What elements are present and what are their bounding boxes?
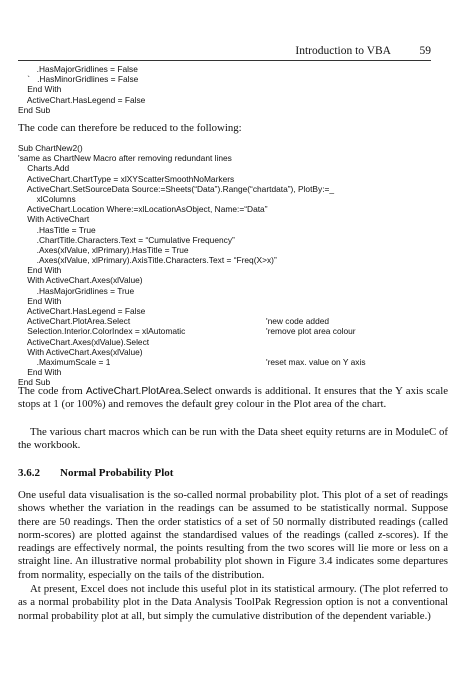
running-header-title: Introduction to VBA	[295, 45, 391, 57]
code-text: .MaximumScale = 1	[18, 356, 111, 367]
paragraph-text: onwards is additional. It ensures that the Y axis scale stops at 1 (or 100%) and removes the default grey colour in the Plot area of the chart.	[18, 385, 448, 411]
code-line	[18, 255, 438, 265]
paragraph-chart-macros	[18, 426, 448, 453]
code-line	[18, 347, 438, 357]
code-line	[18, 357, 438, 367]
code-line	[18, 296, 438, 306]
code-text: .Axes(xlValue, xlPrimary).AxisTitle.Characters.Text = “Freq(X>x)”	[18, 255, 277, 266]
code-text: With ActiveChart.Axes(xlValue)	[18, 346, 143, 357]
code-text: Selection.Interior.ColorIndex = xlAutomatic	[18, 326, 186, 337]
code-text: .HasMajorGridlines = False	[18, 64, 138, 74]
code-line	[18, 306, 438, 316]
code-comment: 'reset max. value on Y axis	[266, 356, 366, 367]
paragraph-text: The various chart macros which can be run with the Data sheet equity returns are in ModuleC of the workbook.	[18, 426, 448, 452]
code-line	[18, 265, 438, 275]
code-text: End Sub	[18, 104, 51, 115]
paragraph-additional-code	[18, 385, 448, 412]
code-text: End With	[18, 84, 62, 95]
code-text: 'same as ChartNew Macro after removing redundant lines	[18, 153, 232, 164]
code-line	[18, 235, 438, 245]
section-heading	[18, 467, 173, 479]
code-line	[18, 337, 438, 347]
code-line	[18, 214, 438, 224]
code-line	[18, 275, 438, 285]
code-text: .Axes(xlValue, xlPrimary).HasTitle = True	[18, 244, 189, 255]
code-text: ActiveChart.HasLegend = False	[18, 306, 146, 316]
code-line	[18, 194, 438, 204]
code-text: ActiveChart.PlotArea.Select	[18, 316, 131, 327]
code-line	[18, 84, 438, 94]
code-text: ` .HasMinorGridlines = False	[18, 74, 139, 85]
code-line	[18, 95, 438, 105]
code-text: .ChartTitle.Characters.Text = “Cumulative Frequency”	[18, 234, 235, 245]
code-line	[18, 143, 438, 153]
code-text: ActiveChart.Location Where:=xlLocationAsObject, Name:=“Data”	[18, 204, 268, 215]
running-header	[18, 45, 431, 61]
code-line	[18, 326, 438, 336]
code-line	[18, 245, 438, 255]
code-comment: 'new code added	[266, 316, 330, 327]
paragraph-text: The code from	[18, 385, 86, 397]
code-line	[18, 74, 438, 84]
code-text: Sub ChartNew2()	[18, 143, 83, 153]
code-line	[18, 184, 438, 194]
code-line	[18, 153, 438, 163]
code-text: With ActiveChart	[18, 214, 90, 225]
paragraph-text: At present, Excel does not include this useful plot in its statistical armoury. (The plot referred to as a normal probability plot in the Data Analysis ToolPak Regression option is not a conventional normal probability plot at all, but simply the cumulative distribution of the dependent variable.)	[18, 583, 448, 622]
code-line	[18, 204, 438, 214]
code-line	[18, 174, 438, 184]
paragraph-reduced-intro: The code can therefore be reduced to the following:	[18, 122, 242, 134]
code-line	[18, 367, 438, 377]
paragraph-normal-plot	[18, 489, 448, 582]
paragraph-text: One useful data visualisation is the so-called normal probability plot. This plot of a set of readings shows whether the variation in the readings can be assumed to be statistically normal. Suppose there are 50 readings. Then the order statistics of a set of 50 normally distributed readings (called norm-scores) are plotted against the standardised values of the readings (called	[18, 489, 448, 541]
code-line	[18, 225, 438, 235]
code-line	[18, 163, 438, 173]
section-number: 3.6.2	[18, 467, 40, 479]
code-listing-1	[18, 64, 438, 115]
inline-code: ActiveChart.PlotArea.Select	[85, 386, 212, 397]
paragraph-text: -scores). If the readings are effectively normal, the points resulting from the two scores will lie more or less on a straight line. An illustrative normal probability plot shown in Figure 3.4 indicates some departures from normality, especially on the tails of the distribution.	[18, 528, 449, 581]
code-text: End With	[18, 367, 62, 378]
code-text: With ActiveChart.Axes(xlValue)	[18, 275, 143, 286]
page-number: 59	[419, 45, 431, 57]
code-text: End Sub	[18, 377, 51, 388]
code-text: End With	[18, 295, 62, 306]
code-text: xlColumns	[18, 193, 76, 204]
code-text: ActiveChart.Axes(xlValue).Select	[18, 336, 150, 347]
code-text: ActiveChart.SetSourceData Source:=Sheets(“Data”).Range(“chartdata”), PlotBy:=_	[18, 183, 335, 194]
code-text: End With	[18, 265, 62, 276]
paragraph-excel-note	[18, 583, 448, 623]
code-listing-2	[18, 143, 438, 388]
code-text: .HasTitle = True	[18, 224, 96, 235]
italic-text: z	[378, 528, 383, 541]
code-text: ActiveChart.HasLegend = False	[18, 94, 146, 105]
header-rule	[18, 60, 431, 61]
code-text: ActiveChart.ChartType = xlXYScatterSmoothNoMarkers	[18, 173, 235, 184]
code-text: Charts.Add	[18, 163, 70, 174]
code-line	[18, 316, 438, 326]
code-line	[18, 64, 438, 74]
section-title: Normal Probability Plot	[60, 467, 174, 479]
code-line	[18, 286, 438, 296]
code-line	[18, 105, 438, 115]
code-comment: 'remove plot area colour	[266, 326, 356, 337]
code-text: .HasMajorGridlines = True	[18, 285, 135, 296]
